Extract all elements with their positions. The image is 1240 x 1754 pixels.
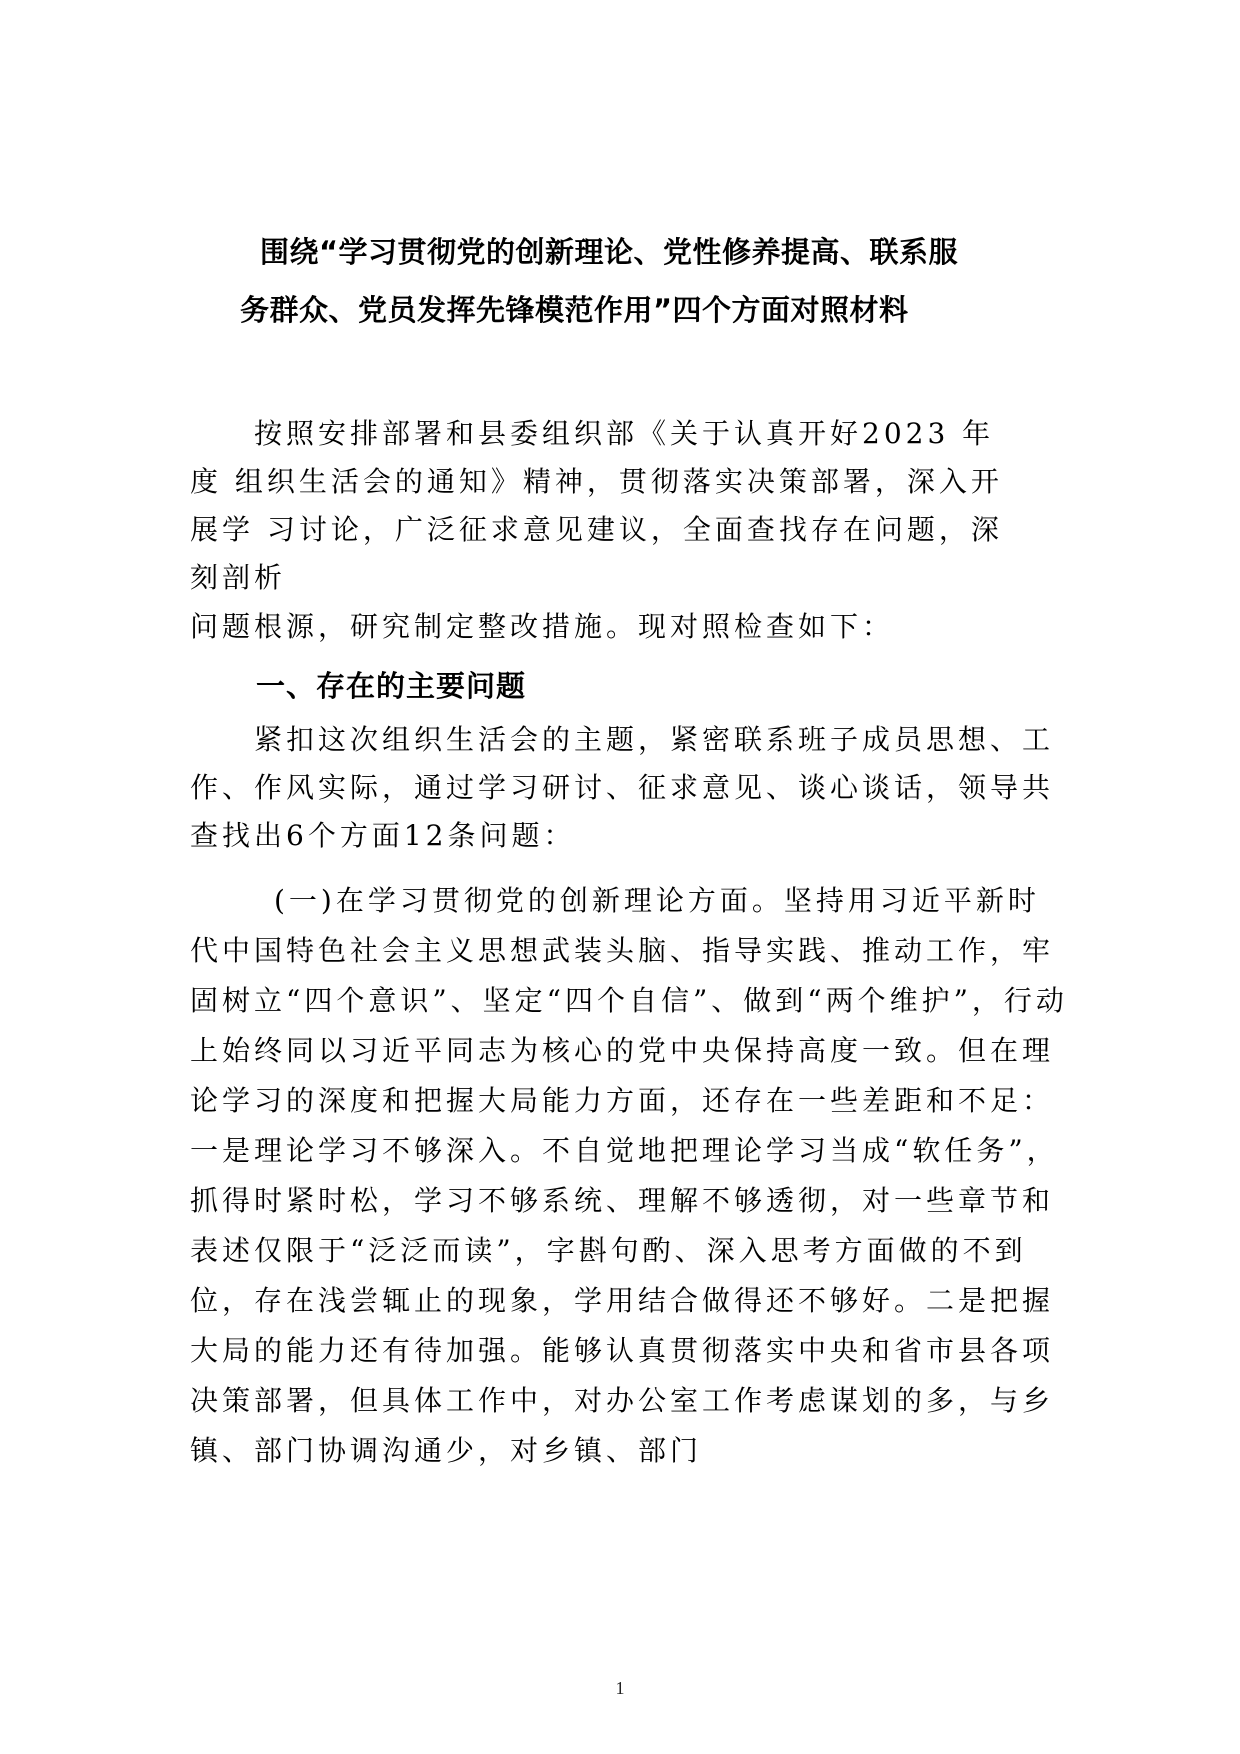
section-heading: 一、存在的主要问题 bbox=[256, 669, 527, 703]
intro-line: 刻剖析 bbox=[190, 561, 287, 594]
paragraph-1: 紧扣这次组织生活会的主题，紧密联系班子成员思想、工作、作风实际，通过学习研讨、征求意见、谈心谈话，领导共查找出6个方面12条问题： bbox=[190, 723, 1055, 852]
title-line-1: 围绕“学习贯彻党的创新理论、党性修养提高、联系服 bbox=[260, 235, 959, 269]
document-title bbox=[200, 223, 1080, 339]
intro-tail-line: 问题根源，研究制定整改措施。现对照检查如下： bbox=[190, 610, 895, 643]
paragraph-2 bbox=[190, 876, 1070, 1476]
intro-line: 度 组织生活会的通知》精神，贯彻落实决策部署，深入开 bbox=[190, 465, 1003, 498]
intro-line: 展学 习讨论，广泛征求意见建议，全面查找存在问题，深 bbox=[190, 513, 1003, 546]
intro-paragraph bbox=[190, 410, 1070, 602]
page-number: 1 bbox=[615, 1678, 625, 1698]
intro-line: 按照安排部署和县委组织部《关于认真开好2023 年 bbox=[254, 417, 995, 450]
paragraph-2-lead: (一)在学习贯彻党的创新理论方面。 bbox=[274, 884, 784, 917]
title-line-2: 务群众、党员发挥先锋模范作用”四个方面对照材料 bbox=[240, 293, 909, 327]
paragraph-2-body: 坚持用习近平新时代中国特色社会主义思想武装头脑、指导实践、推动工作，牢固树立“四个意识”、坚定“四个自信”、做到“两个维护”，行动上始终同以习近平同志为核心的党中央保持高度一致。但在理论学习的深度和把握大局能力方面，还存在一些差距和不足： 一是理论学习不够深入。不自觉地把理论学习当成“软任务”，抓得时紧时松，学习不够系统、理解不够透彻，对一些章节和表述仅限于“泛泛而读”，字斟句酌、深入思考方面做的不到位，存在浅尝辄止的现象，学用结合做得还不够好。二是把握大局的能力还有待加强。能够认真贯彻落实中央和省市县各项决策部署，但具体工作中，对办公室工作考虑谋划的多，与乡镇、部门协调沟通少，对乡镇、部门 bbox=[190, 884, 1068, 1467]
